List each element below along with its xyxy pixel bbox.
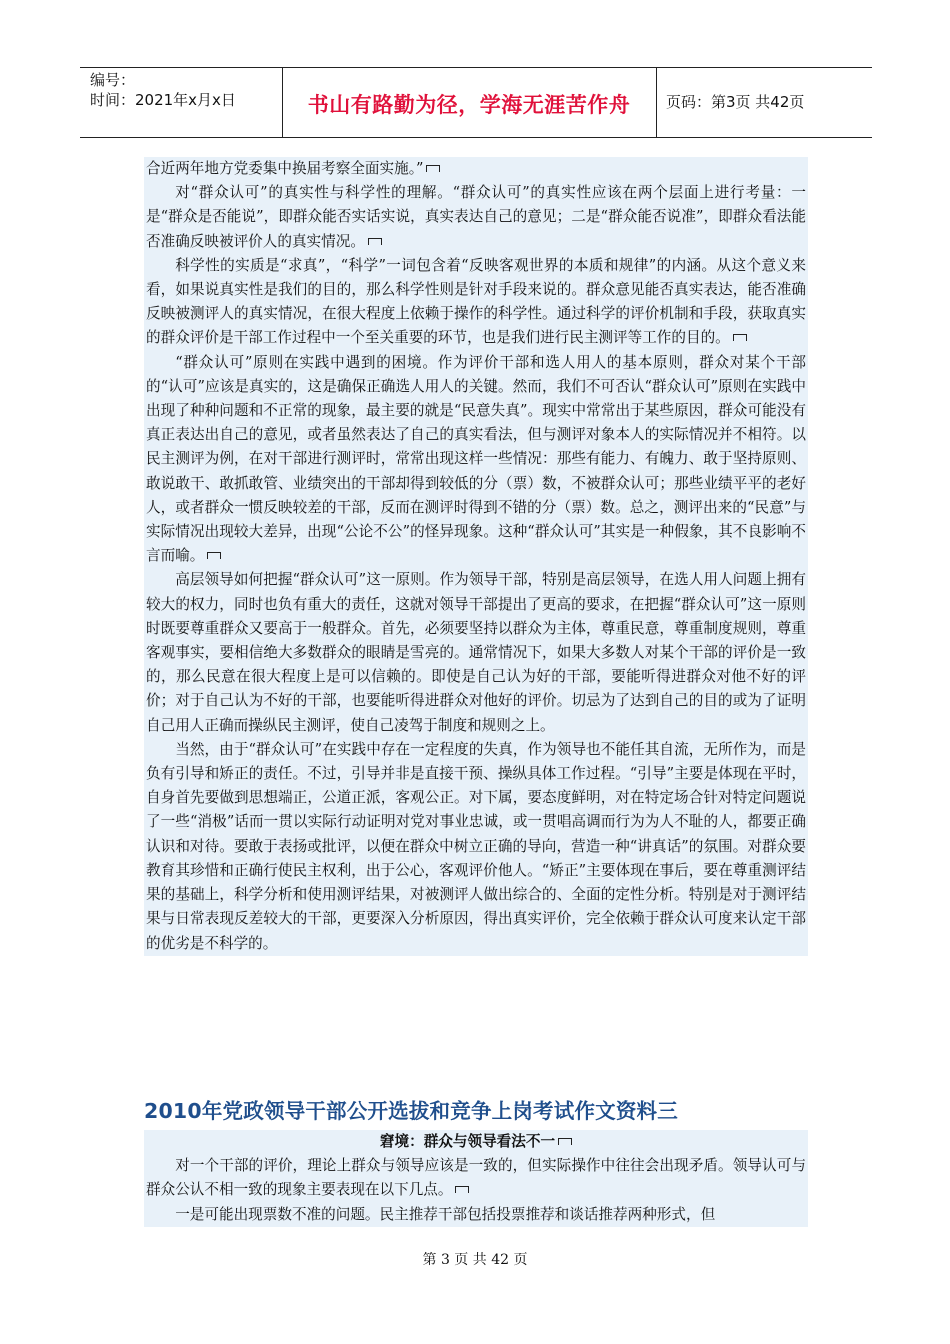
paragraph [144, 254, 808, 351]
paragraph-text: 一是可能出现票数不准的问题。民主推荐干部包括投票推荐和谈话推荐两种形式，但 [175, 1205, 716, 1223]
header-bottom-rule [80, 137, 872, 138]
document-number-label: 编号： [90, 71, 136, 89]
document-date: 时间：2021年x月x日 [90, 91, 236, 109]
article-body [144, 157, 808, 956]
paragraph [144, 181, 808, 254]
paragraph [144, 351, 808, 569]
paragraph-mark-icon [558, 1138, 572, 1145]
paragraph [144, 1154, 808, 1202]
section-title: 2010年党政领导干部公开选拔和竞争上岗考试作文资料三 [144, 1099, 678, 1123]
paragraph [144, 157, 808, 181]
paragraph-mark-icon [207, 552, 221, 559]
paragraph-mark-icon [733, 334, 747, 341]
paragraph-text: 对“群众认可”的真实性与科学性的理解。“群众认可”的真实性应该在两个层面上进行考量：一是“群众是否能说”，即群众能否实话实说，真实表达自己的意见；二是“群众能否说准”，即群众看法能否准确反映被评价人的真实情况。 [146, 184, 806, 250]
paragraph-text: “群众认可”原则在实践中遇到的困境。作为评价干部和选人用人的基本原则，群众对某个干部的“认可”应该是真实的，这是确保正确选人用人的关键。然而，我们不可否认“群众认可”原则在实践中出现了种种问题和不正常的现象，最主要的就是“民意失真”。现实中常常出于某些原因，群众可能没有真正表达出自己的意见，或者虽然表达了自己的真实看法，但与测评对象本人的实际情况并不相符。以民主测评为例，在对干部进行测评时，常常出现这样一些情况：那些有能力、有魄力、敢于坚持原则、敢说敢干、敢抓敢管、业绩突出的干部却得到较低的分（票）数，不被群众认可；那些业绩平平的老好人，或者群众一惯反映较差的干部，反而在测评时得到不错的分（票）数。总之，测评出来的“民意”与实际情况出现较大差异，出现“公论不公”的怪异现象。这种“群众认可”其实是一种假象，其不良影响不言而喻。 [146, 353, 806, 565]
header-divider [656, 67, 657, 137]
subheading-text: 窘境：群众与领导看法不一 [379, 1133, 556, 1150]
paragraph [144, 738, 808, 956]
paragraph-mark-icon [426, 165, 440, 172]
header-top-rule [80, 67, 872, 68]
paragraph-mark-icon [455, 1186, 469, 1193]
paragraph-text: 科学性的实质是“求真”，“科学”一词包含着“反映客观世界的本质和规律”的内涵。从这个意义来看，如果说真实性是我们的目的，那么科学性则是针对手段来说的。群众意见能否真实表达，能否准确反映被测评人的真实情况，在很大程度上依赖于操作的科学性。通过科学的评价机制和手段，获取真实的群众评价是干部工作过程中一个至关重要的环节，也是我们进行民主测评等工作的目的。 [146, 256, 806, 347]
page-info: 页码：第3页 共42页 [666, 93, 805, 111]
paragraph [144, 1203, 808, 1227]
section-subheading [144, 1130, 808, 1154]
paragraph-text: 当然，由于“群众认可”在实践中存在一定程度的失真，作为领导也不能任其自流，无所作为，而是负有引导和矫正的责任。不过，引导并非是直接干预、操纵具体工作过程。“引导”主要是体现在平时，自身首先要做到思想端正，公道正派，客观公正。对下属，要态度鲜明，对在特定场合针对特定问题说了一些“消极”话而一贯以实际行动证明对党对事业忠诚，或一贯唱高调而行为为人不耻的人，都要正确认识和对待。要敢于表扬或批评，以便在群众中树立正确的导向，营造一种“讲真话”的氛围。对群众要教育其珍惜和正确行使民主权利，出于公心，客观评价他人。“矫正”主要体现在事后，要在尊重测评结果的基础上，科学分析和使用测评结果，对被测评人做出综合的、全面的定性分析。特别是对于测评结果与日常表现反差较大的干部，更要深入分析原因，得出真实评价，完全依赖于群众认可度来认定干部的优劣是不科学的。 [146, 740, 806, 952]
paragraph-text: 合近两年地方党委集中换届考察全面实施。” [146, 160, 424, 177]
page-footer: 第 3 页 共 42 页 [422, 1252, 528, 1268]
paragraph-mark-icon [368, 238, 382, 245]
paragraph [144, 568, 808, 737]
paragraph-text: 高层领导如何把握“群众认可”这一原则。作为领导干部，特别是高层领导，在选人用人问题上拥有较大的权力，同时也负有重大的责任，这就对领导干部提出了更高的要求，在把握“群众认可”这一原则时既要尊重群众又要高于一般群众。首先，必须要坚持以群众为主体，尊重民意，尊重制度规则，尊重客观事实，要相信绝大多数群众的眼睛是雪亮的。通常情况下，如果大多数人对某个干部的评价是一致的，那么民意在很大程度上是可以信赖的。即使是自己认为好的干部，要能听得进群众对他不好的评价；对于自己认为不好的干部，也要能听得进群众对他好的评价。切忌为了达到自己的目的或为了证明自己用人正确而操纵民主测评，使自己凌驾于制度和规则之上。 [146, 571, 806, 734]
paragraph-text: 对一个干部的评价，理论上群众与领导应该是一致的，但实际操作中往往会出现矛盾。领导认可与群众公认不相一致的现象主要表现在以下几点。 [146, 1157, 806, 1199]
header-meta [90, 70, 236, 110]
header-motto: 书山有路勤为径，学海无涯苦作舟 [307, 93, 631, 117]
section-body [144, 1130, 808, 1227]
